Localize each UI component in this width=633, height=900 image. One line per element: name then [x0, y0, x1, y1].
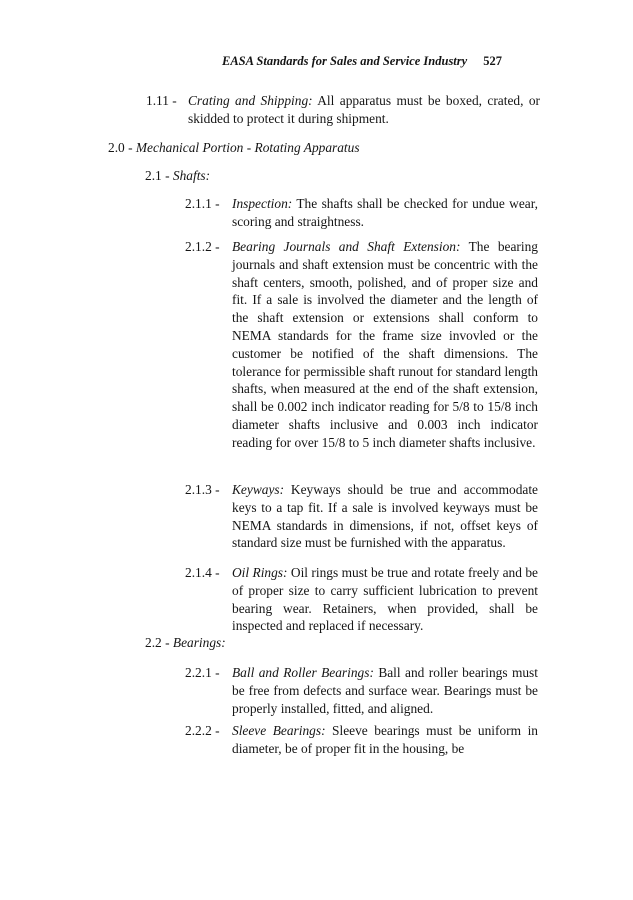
- section-text: Ball and roller bearings must be free from defects and surface wear. Bearings must be properly installed, fitted, and aligned.: [232, 665, 538, 716]
- section-number: 2.1.3 -: [185, 482, 220, 497]
- section-text: All apparatus must be boxed, crated, or skidded to protect it during shipment.: [188, 93, 540, 126]
- section-number: 2.0 -: [108, 140, 133, 155]
- section-2-0: [108, 139, 360, 157]
- section-text: The bearing journals and shaft extension must be concentric with the shaft centers, smooth, polished, and of proper size and fit. If a sale is involved the diameter and the length of the shaft extension or extensions shall conform to NEMA standards for the frame size invovled or the customer be notified of the shaft dimensions. The tolerance for permissible shaft runout for standard length shafts, when measured at the end of the shaft extension, shall be 0.002 inch indicator reading for 5/8 to 15/8 inch diameter shafts inclusive and 0.003 inch indicator reading for over 15/8 to 5 inch diameter shafts inclusive.: [232, 239, 538, 450]
- section-2-1-3: [185, 481, 545, 561]
- section-title: Oil Rings:: [232, 565, 288, 580]
- section-title: Keyways:: [232, 482, 285, 497]
- page-number: 527: [483, 54, 502, 68]
- section-text: Sleeve bearings must be uniform in diameter, be of proper fit in the housing, be: [232, 723, 538, 756]
- section-title: Shafts:: [172, 168, 211, 183]
- section-number: 1.11 -: [146, 93, 177, 108]
- section-text: The shafts shall be checked for undue wear, scoring and straightness.: [232, 196, 538, 229]
- section-2-1-4: [185, 564, 545, 644]
- section-number: 2.1.2 -: [185, 239, 220, 254]
- section-title: Sleeve Bearings:: [232, 723, 326, 738]
- section-number: 2.2.1 -: [185, 665, 220, 680]
- section-2-2-2: [185, 722, 545, 762]
- section-number: 2.2 -: [145, 635, 170, 650]
- section-2-1-2: [185, 238, 545, 478]
- section-2-2: [145, 634, 226, 652]
- section-number: 2.2.2 -: [185, 723, 220, 738]
- section-title: Ball and Roller Bearings:: [232, 665, 374, 680]
- section-text: Oil rings must be true and rotate freely and be of proper size to carry sufficient lubrication to prevent bearing wear. Retainers, when provided, shall be inspected and replaced if necessary.: [232, 565, 538, 634]
- section-2-1-1: [185, 195, 545, 235]
- running-header-title: EASA Standards for Sales and Service Industry: [222, 54, 468, 68]
- section-number: 2.1.4 -: [185, 565, 220, 580]
- section-1-11: [146, 92, 546, 132]
- section-title: Bearing Journals and Shaft Extension:: [232, 239, 461, 254]
- running-header: [222, 54, 542, 69]
- section-2-1: [145, 167, 210, 185]
- section-title: Crating and Shipping:: [188, 93, 313, 108]
- section-title: Mechanical Portion - Rotating Apparatus: [135, 140, 360, 155]
- section-2-2-1: [185, 664, 545, 724]
- section-title: Inspection:: [232, 196, 293, 211]
- section-number: 2.1 -: [145, 168, 170, 183]
- section-title: Bearings:: [172, 635, 226, 650]
- section-text: Keyways should be true and accommodate keys to a tap fit. If a sale is involved keyways must be NEMA standards in dimensions, if not, offset keys of standard size must be furnished with the apparatus.: [232, 482, 538, 551]
- section-number: 2.1.1 -: [185, 196, 220, 211]
